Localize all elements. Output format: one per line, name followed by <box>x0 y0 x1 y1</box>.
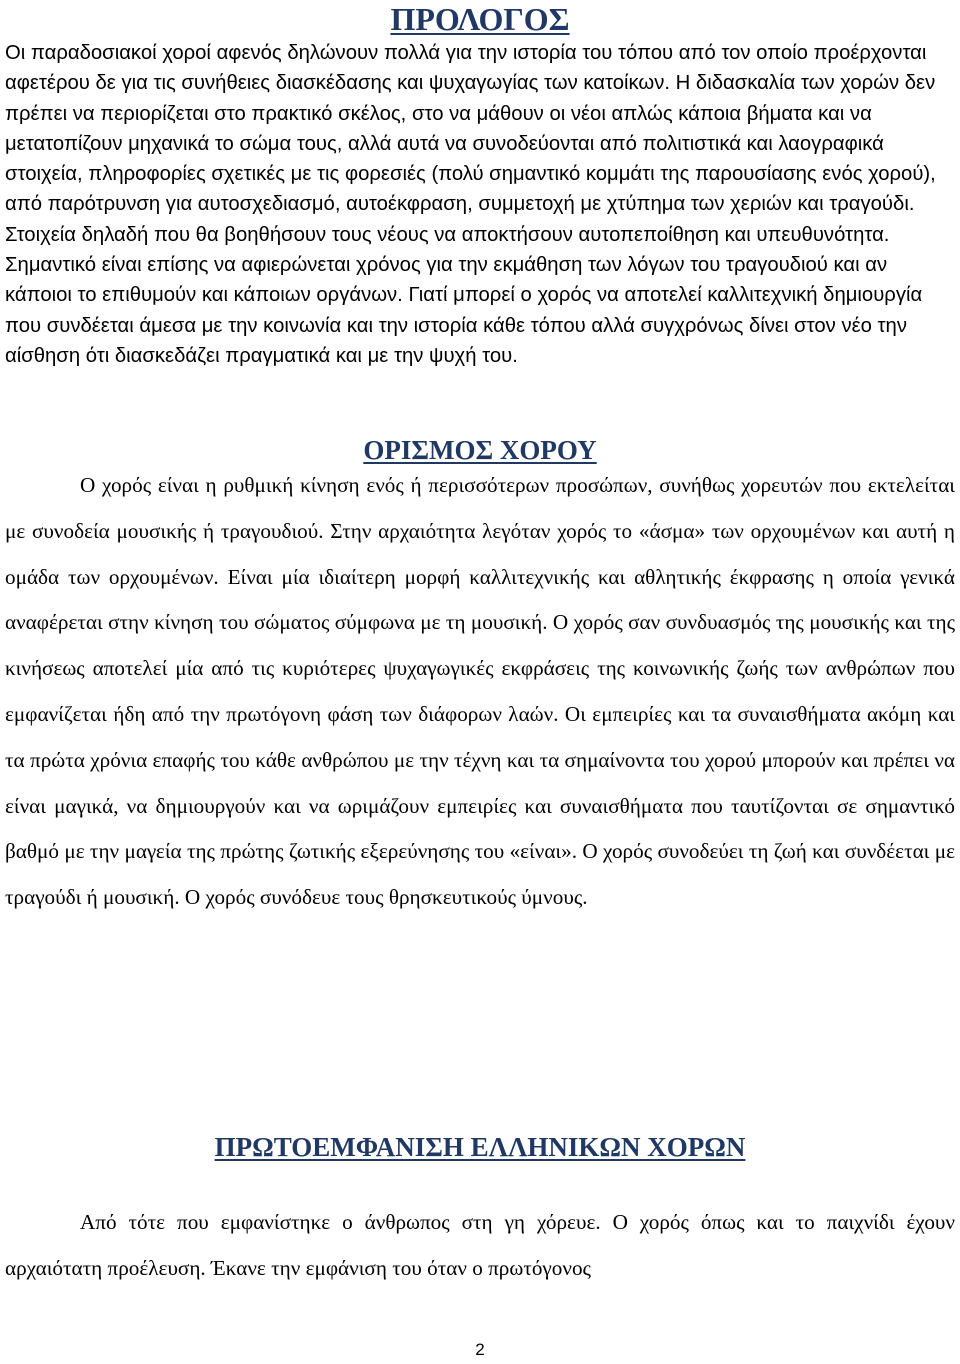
section-body-protoemfanisi: Από τότε που εμφανίστηκε ο άνθρωπος στη γη χόρευε. Ο χορός όπως και το παιχνίδι έχουν αρχαιότατη προέλευση. Έκανε την εμφάνιση του όταν ο πρωτόγονος <box>5 1210 955 1280</box>
page-number: 2 <box>475 1340 485 1359</box>
section-body-orismos-xorou: Ο χορός είναι η ρυθμική κίνηση ενός ή περισσότερων προσώπων, συνήθως χορευτών που εκτελείται με συνοδεία μουσικής ή τραγουδιού. Στην αρχαιότητα λεγόταν χορός το «άσμα» των ορχουμένων και αυτή η ομάδα των ορχουμένων. Είναι μία ιδιαίτερη μορφή καλλιτεχνικής και αθλητικής έκφρασης η οποία γενικά αναφέρεται στην κίνηση του σώματος σύμφωνα με τη μουσική. Ο χορός σαν συνδυασμός της μουσικής και της κινήσεως αποτελεί μία από τις κυριότερες ψυχαγωγικές εκφράσεις της κοινωνικής ζωής των ανθρώπων που εμφανίζεται ήδη από την πρωτόγονη φάση των διάφορων λαών. Οι εμπειρίες και τα συναισθήματα ακόμη και τα πρώτα χρόνια επαφής του κάθε ανθρώπου με την τέχνη και τα σημαίνοντα του χορού μπορούν και πρέπει να είναι μαγικά, να δημιουργούν και να ωριμάζουν εμπειρίες και συναισθήματα που ταυτίζονται σε σημαντικό βαθμό με την μαγεία της πρώτης ζωτικής εξερεύνησης του «είναι». Ο χορός συνοδεύει τη ζωή και συνδέεται με τραγούδι ή μουσική. Ο χορός συνόδευε τους θρησκευτικούς ύμνους. <box>5 473 955 910</box>
section-heading-protoemfanisi: ΠΡΩΤΟΕΜΦΑΝΙΣΗ ΕΛΛΗΝΙΚΩΝ ΧΟΡΩΝ <box>214 1132 746 1162</box>
section-body-prologos: Οι παραδοσιακοί χοροί αφενός δηλώνουν πολλά για την ιστορία του τόπου από τον οποίο προέρχονται αφετέρου δε για τις συνήθειες διασκέδασης και ψυχαγωγίας των κατοίκων. Η διδασκαλία των χορών δεν πρέπει να περιορίζεται στο πρακτικό σκέλος, στο να μάθουν οι νέοι απλώς κάποια βήματα και να μετατοπίζουν μηχανικά το σώμα τους, αλλά αυτά να συνοδεύονται από πολιτιστικά και λαογραφικά στοιχεία, πληροφορίες σχετικές με τις φορεσιές (πολύ σημαντικό κομμάτι της παρουσίασης ενός χορού), από παρότρυνση για αυτοσχεδιασμό, αυτοέκφραση, συμμετοχή με χτύπημα των χεριών και τραγούδι. Στοιχεία δηλαδή που θα βοηθήσουν τους νέους να αποκτήσουν αυτοπεποίθηση και υπευθυνότητα. Σημαντικό είναι επίσης να αφιερώνεται χρόνος για την εκμάθηση των λόγων του τραγουδιού και αν κάποιοι το επιθυμούν και κάποιων οργάνων. Γιατί μπορεί ο χορός να αποτελεί καλλιτεχνική δημιουργία που συνδέεται άμεσα με την κοινωνία και την ιστορία κάθε τόπου αλλά συγχρόνως δίνει στον νέο την αίσθηση ότι διασκεδάζει πραγματικά και με την ψυχή του. <box>5 42 936 367</box>
section-heading-orismos-xorou: ΟΡΙΣΜΟΣ ΧΟΡΟΥ <box>363 435 597 465</box>
section-heading-prologos: ΠΡΟΛΟΓΟΣ <box>390 1 570 37</box>
